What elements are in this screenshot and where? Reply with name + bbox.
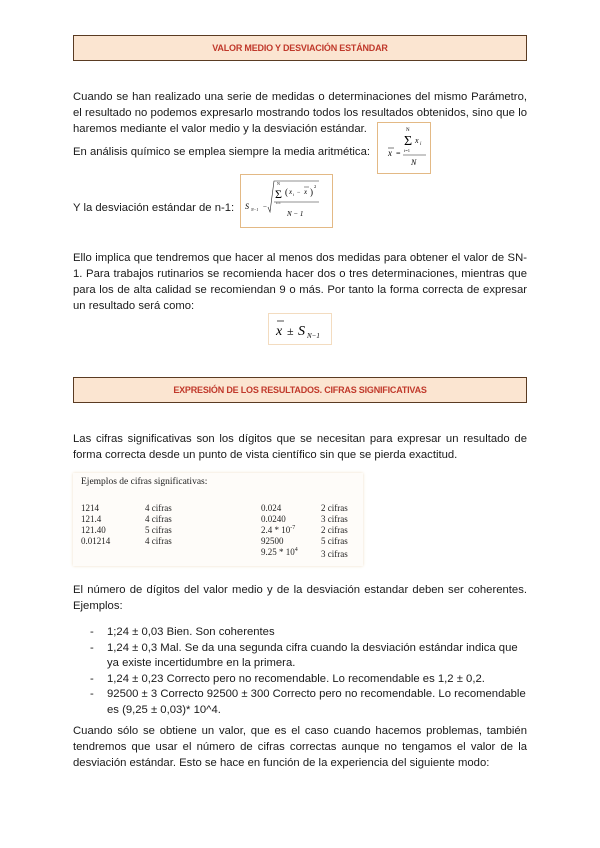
- examples-list: [90, 625, 527, 718]
- mean-sum-upper: N: [406, 128, 410, 133]
- example-left-count: 4 cifras: [145, 503, 172, 513]
- sd-sigma: Σ: [275, 187, 282, 201]
- bullet-dash: -: [90, 672, 94, 685]
- example-right-value: [261, 547, 298, 557]
- result-formula: [268, 313, 332, 345]
- list-item-text: 1,24 ± 0,3 Mal. Se da una segunda cifra cuando la desviación estándar indica que ya existe incertidumbre en la primera.: [107, 641, 518, 669]
- bullet-dash: -: [90, 626, 94, 638]
- definition-paragraph: Las cifras significativas son los dígitos que se necesitan para expresar un resultado de forma correcta desde un punto de vista científico sin que se pierda exactitud.: [73, 433, 527, 461]
- example-left-value: 121.40: [81, 525, 106, 535]
- mean-sum-lower: i=1: [404, 148, 411, 153]
- sd-den: N − 1: [287, 210, 304, 218]
- section-heading-significant-figures: [73, 377, 527, 403]
- example-right-count: 2 cifras: [321, 503, 348, 513]
- implication-paragraph: Ello implica que tendremos que hacer al menos dos medidas para obtener el valor de SN-1. Para trabajos rutinarios se recomienda hacer dos o tres determinaciones, mientras que para los de alta calidad se recomiendan 9 o más. Por tanto la forma correcta de expresar un resultado será como:: [73, 252, 527, 312]
- result-x: x: [276, 324, 283, 339]
- example-exponent: 4: [294, 547, 298, 553]
- sd-text: Y la desviación estándar de n-1:: [73, 202, 235, 214]
- section-heading-text: EXPRESIÓN DE LOS RESULTADOS. CIFRAS SIGNIFICATIVAS: [173, 385, 427, 395]
- example-right-value: 0.0240: [261, 514, 286, 524]
- mean-sigma: Σ: [404, 134, 413, 149]
- example-mantissa: 9.25 * 10: [261, 547, 295, 557]
- result-pm: ±: [287, 324, 294, 338]
- example-right-value: [261, 525, 295, 535]
- sd-minus: −: [263, 203, 267, 211]
- list-item: [90, 687, 527, 718]
- section-heading-mean-sd: [73, 35, 527, 61]
- sd-xi: x: [289, 188, 293, 196]
- bullet-dash: -: [90, 688, 94, 700]
- examples-table: [73, 473, 363, 566]
- sd-inner-minus: −: [297, 190, 301, 196]
- sd-formula-svg: [241, 175, 331, 226]
- example-right-count: 3 cifras: [321, 549, 348, 559]
- mean-xi: x: [415, 136, 419, 145]
- example-right-value: 0.024: [261, 503, 282, 513]
- list-item: [90, 672, 527, 688]
- coherence-paragraph: El número de dígitos del valor medio y de la desviación estandar deben ser coherentes. Ejemplos:: [73, 584, 527, 612]
- bullet-dash: -: [90, 641, 94, 654]
- mean-xi-sub: i: [420, 142, 422, 147]
- sd-xmean: x: [304, 188, 308, 196]
- list-item-text: 92500 ± 3 Correcto 92500 ± 300 Correcto pero no recomendable. Lo recomendable es (9,25 ± 0,03)* 10^4.: [107, 688, 526, 716]
- list-item: [90, 625, 527, 641]
- example-exponent: -7: [290, 525, 296, 531]
- mean-formula-svg: [378, 123, 429, 172]
- list-item-text: 1;24 ± 0,03 Bien. Son coherentes: [107, 626, 275, 638]
- mean-x: x: [388, 148, 392, 158]
- result-s: S: [298, 324, 305, 339]
- sd-sum-lower: i=1: [276, 201, 281, 205]
- example-mantissa: 2.4 * 10: [261, 525, 291, 535]
- sd-s: S: [245, 202, 249, 211]
- sd-exp: 2: [314, 184, 317, 189]
- example-right-count: 2 cifras: [321, 525, 348, 535]
- list-item: [90, 641, 527, 672]
- example-right-count: 3 cifras: [321, 514, 348, 524]
- mean-denominator: N: [411, 158, 417, 167]
- mean-text: En análisis químico se emplea siempre la media aritmética:: [73, 146, 370, 158]
- intro-paragraph: Cuando se han realizado una serie de medidas o determinaciones del mismo Parámetro, el resultado no podemos expresarlo mostrando todos los resultados obtenidos, sino que lo haremos mediante el valor medio y la desviación estándar.: [73, 91, 527, 135]
- sd-s-sub: N−1: [251, 207, 259, 212]
- closing-paragraph: Cuando sólo se obtiene un valor, que es el caso cuando hacemos problemas, también tendremos que usar el número de cifras correctas aunque no tengamos el valor de la desviación estándar. Esto se hace en función de la experiencia del siguiente modo:: [73, 725, 527, 769]
- examples-title: Ejemplos de cifras significativas:: [81, 477, 208, 487]
- sd-xi-sub: i: [293, 192, 295, 197]
- list-item-text: 1,24 ± 0,23 Correcto pero no recomendable. Lo recomendable es 1,2 ± 0,2.: [107, 672, 485, 685]
- example-left-value: 0.01214: [81, 536, 111, 546]
- example-right-value: 92500: [261, 536, 284, 546]
- example-left-count: 4 cifras: [145, 514, 172, 524]
- sd-lparen: (: [285, 187, 288, 197]
- section-heading-text: VALOR MEDIO Y DESVIACIÓN ESTÁNDAR: [212, 43, 388, 53]
- sd-rparen: ): [310, 187, 313, 197]
- example-left-value: 121.4: [81, 514, 102, 524]
- result-formula-svg: [269, 314, 330, 343]
- example-left-value: 1214: [81, 503, 99, 513]
- mean-equals: =: [396, 149, 401, 158]
- sd-formula: [240, 174, 333, 228]
- sd-sum-upper: N: [277, 181, 280, 186]
- example-left-count: 5 cifras: [145, 525, 172, 535]
- result-s-sub: N−1: [307, 332, 320, 340]
- example-left-count: 4 cifras: [145, 536, 172, 546]
- mean-formula: [377, 122, 431, 174]
- example-right-count: 5 cifras: [321, 536, 348, 546]
